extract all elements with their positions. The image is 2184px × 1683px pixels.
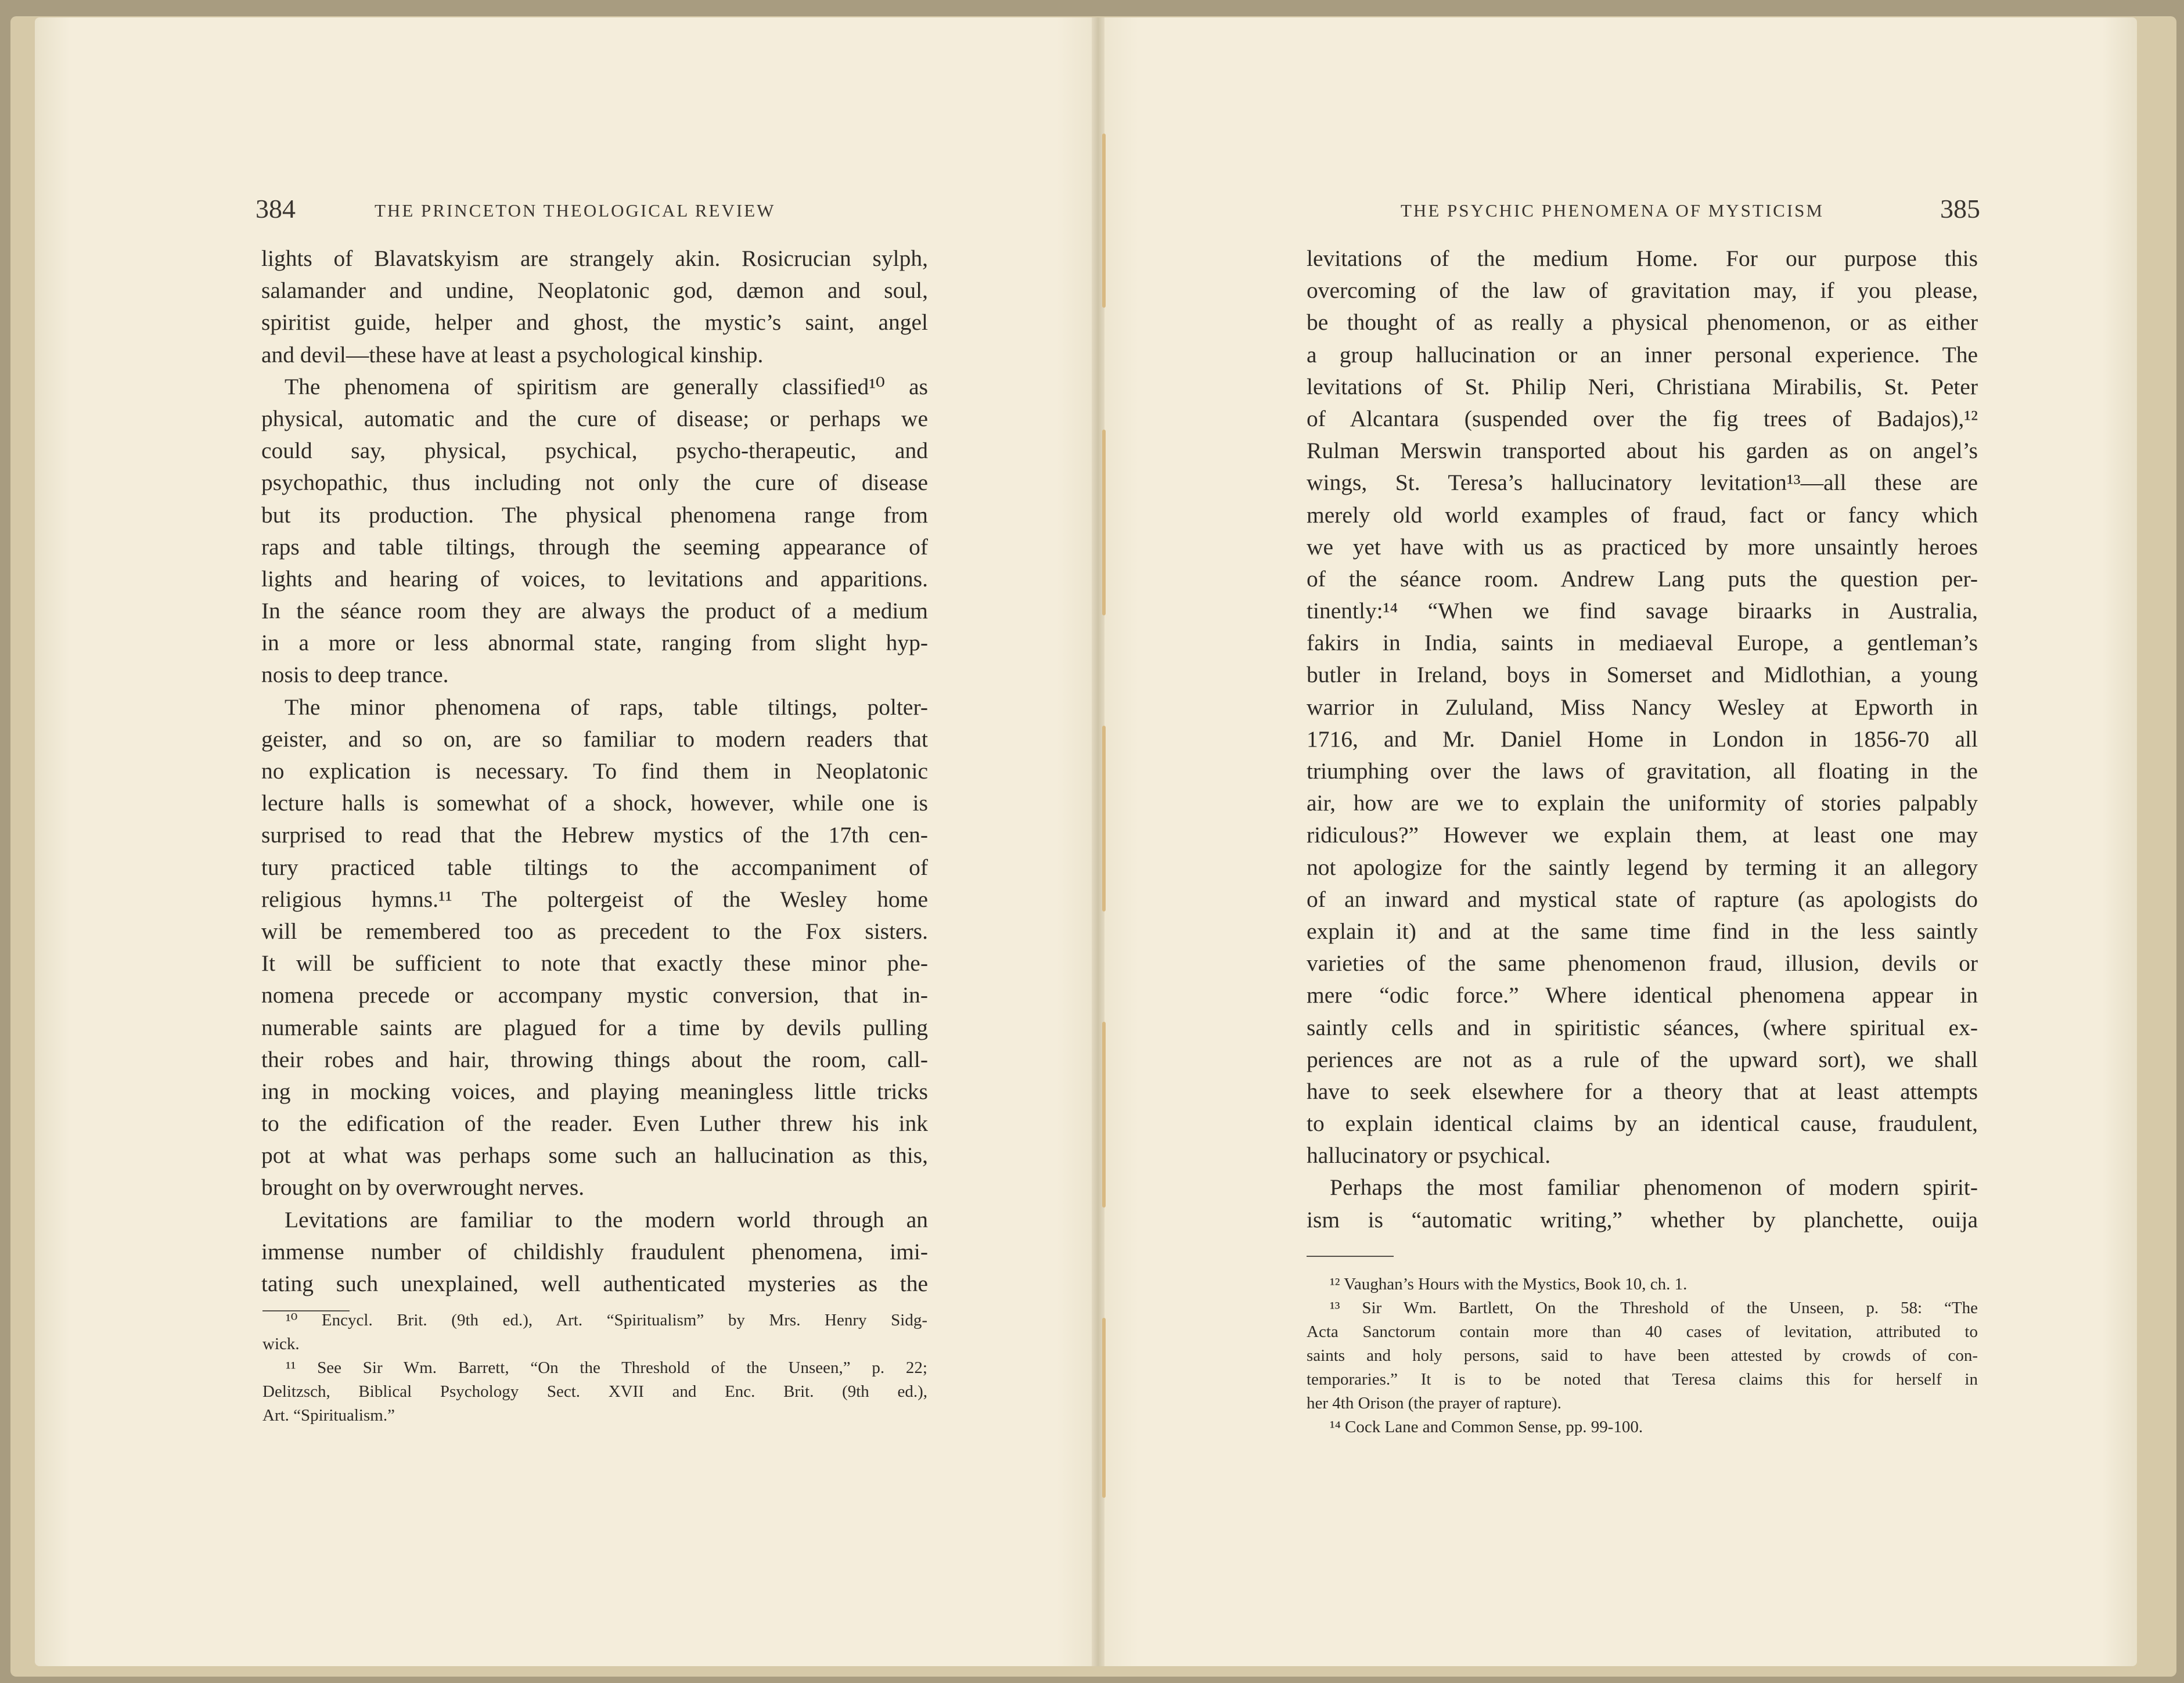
text-line: immense number of childishly fraudulent phenomena, imi- [261, 1238, 928, 1264]
right-body-text [1307, 243, 1978, 1236]
text-line: nosis to deep trance. [261, 662, 449, 688]
footnote-line: ¹⁰ Encycl. Brit. (9th ed.), Art. “Spiritualism” by Mrs. Henry Sidg- [286, 1311, 927, 1329]
text-line: pot at what was perhaps some such an hallucination as this, [261, 1143, 928, 1169]
text-line: of an inward and mystical state of rapture (as apologists do [1307, 886, 1978, 912]
text-line: in a more or less abnormal state, ranging from slight hyp- [261, 630, 928, 656]
footnote-line: temporaries.” It is to be noted that Teresa claims this for herself in [1307, 1370, 1978, 1389]
text-line: lights and hearing of voices, to levitations and apparitions. [261, 565, 928, 592]
text-line: numerable saints are plagued for a time by devils pulling [261, 1014, 928, 1040]
text-line: tating such unexplained, well authenticated mysteries as the [261, 1271, 928, 1296]
text-line: no explication is necessary. To find them in Neoplatonic [261, 758, 928, 784]
text-line: salamander and undine, Neoplatonic god, dæmon and soul, [261, 278, 928, 304]
footnote-line: Art. “Spiritualism.” [262, 1406, 395, 1425]
text-line: brought on by overwrought nerves. [261, 1174, 585, 1201]
text-line: and devil—these have at least a psychological kinship. [261, 341, 764, 367]
footnote-line: wick. [262, 1335, 300, 1353]
binding-stitch [1102, 1022, 1106, 1208]
binding-stitch [1102, 134, 1106, 308]
text-line: to explain identical claims by an identical cause, fraudulent, [1307, 1111, 1978, 1137]
running-head-right [1301, 194, 1980, 229]
text-line: ism is “automatic writing,” whether by planchette, ouija [1307, 1206, 1978, 1232]
running-head-left [256, 194, 929, 229]
text-line: of Alcantara (suspended over the fig trees of Badajos),¹² [1307, 405, 1978, 431]
text-line: will be remembered too as precedent to the Fox sisters. [261, 918, 928, 944]
text-line: not apologize for the saintly legend by terming it an allegory [1307, 854, 1978, 880]
text-line: geister, and so on, are so familiar to modern readers that [261, 726, 928, 752]
text-line: levitations of St. Philip Neri, Christiana Mirabilis, St. Peter [1307, 373, 1978, 399]
text-line: of the séance room. Andrew Lang puts the question per- [1307, 565, 1978, 592]
footnote-line: ¹¹ See Sir Wm. Barrett, “On the Threshold of the Unseen,” p. 22; [286, 1358, 927, 1377]
footnote-line: Delitzsch, Biblical Psychology Sect. XVII and Enc. Brit. (9th ed.), [262, 1382, 927, 1401]
text-line: overcoming of the law of gravitation may, if you please, [1307, 278, 1978, 304]
text-line: surprised to read that the Hebrew mystics of the 17th cen- [261, 822, 928, 848]
text-line: tury practiced table tiltings to the accompaniment of [261, 854, 928, 880]
footnote-line: ¹² Vaughan’s Hours with the Mystics, Book 10, ch. 1. [1330, 1275, 1688, 1293]
text-line: warrior in Zululand, Miss Nancy Wesley at Epworth in [1307, 694, 1978, 720]
footnote-line: her 4th Orison (the prayer of rapture). [1307, 1394, 1561, 1412]
text-line: ing in mocking voices, and playing meaningless little tricks [261, 1078, 928, 1104]
text-line: triumphing over the laws of gravitation, all floating in the [1307, 758, 1978, 784]
text-line: religious hymns.¹¹ The poltergeist of the Wesley home [261, 886, 928, 912]
text-line: 1716, and Mr. Daniel Home in London in 1856-70 all [1307, 726, 1978, 752]
running-head-title-left: THE PRINCETON THEOLOGICAL REVIEW [375, 200, 776, 221]
text-line: hallucinatory or psychical. [1307, 1143, 1551, 1169]
left-body-text [261, 243, 928, 1300]
running-head-title-right: THE PSYCHIC PHENOMENA OF MYSTICISM [1401, 200, 1824, 221]
text-line: we yet have with us as practiced by more unsaintly heroes [1307, 534, 1978, 560]
text-line: It will be sufficient to note that exactly these minor phe- [261, 950, 928, 976]
text-line: lecture halls is somewhat of a shock, however, while one is [261, 790, 928, 816]
text-line: but its production. The physical phenomena range from [261, 502, 928, 528]
text-line: ridiculous?” However we explain them, at least one may [1307, 822, 1978, 848]
text-line: mere “odic force.” Where identical phenomena appear in [1307, 982, 1978, 1008]
text-line: saintly cells and in spiritistic séances, (where spiritual ex- [1307, 1014, 1978, 1040]
text-line: varieties of the same phenomenon fraud, illusion, devils or [1307, 950, 1978, 976]
page-number-right: 385 [1940, 194, 1980, 224]
text-line: a group hallucination or an inner personal experience. The [1307, 341, 1978, 367]
text-line: Rulman Merswin transported about his garden as on angel’s [1307, 438, 1978, 464]
text-line: psychopathic, thus including not only the cure of disease [261, 470, 928, 496]
binding-stitch [1102, 1318, 1106, 1498]
text-line: Levitations are familiar to the modern world through an [285, 1206, 928, 1232]
binding-stitch [1102, 726, 1106, 911]
text-line: explain it) and at the same time find in the less saintly [1307, 918, 1978, 944]
text-line: The minor phenomena of raps, table tiltings, polter- [285, 694, 928, 720]
text-line: merely old world examples of fraud, fact or fancy which [1307, 502, 1978, 528]
footnote-line: saints and holy persons, said to have been attested by crowds of con- [1307, 1346, 1978, 1365]
text-line: levitations of the medium Home. For our purpose this [1307, 246, 1978, 271]
text-line: lights of Blavatskyism are strangely akin. Rosicrucian sylph, [261, 246, 928, 271]
text-line: to the edification of the reader. Even Luther threw his ink [261, 1111, 928, 1137]
text-line: nomena precede or accompany mystic conversion, that in- [261, 982, 928, 1008]
right-footnotes [1307, 1273, 1978, 1439]
text-line: spiritist guide, helper and ghost, the mystic’s saint, angel [261, 309, 928, 336]
text-line: butler in Ireland, boys in Somerset and Midlothian, a young [1307, 662, 1978, 688]
binding-stitch [1102, 430, 1106, 615]
page-number-left: 384 [256, 194, 296, 224]
footnote-line: Acta Sanctorum contain more than 40 cases of levitation, attributed to [1307, 1322, 1978, 1341]
footnote-line: ¹³ Sir Wm. Bartlett, On the Threshold of the Unseen, p. 58: “The [1330, 1299, 1978, 1317]
text-line: raps and table tiltings, through the seeming appearance of [261, 534, 928, 560]
text-line: wings, St. Teresa’s hallucinatory levitation¹³—all these are [1307, 470, 1978, 496]
text-line: The phenomena of spiritism are generally classified¹⁰ as [285, 373, 928, 399]
footnote-line: ¹⁴ Cock Lane and Common Sense, pp. 99-100. [1330, 1418, 1643, 1436]
text-line: could say, physical, psychical, psycho-therapeutic, and [261, 438, 928, 464]
left-footnotes [262, 1309, 927, 1428]
text-line: Perhaps the most familiar phenomenon of modern spirit- [1330, 1174, 1978, 1201]
text-line: periences are not as a rule of the upward sort), we shall [1307, 1046, 1978, 1072]
text-line: be thought of as really a physical phenomenon, or as either [1307, 309, 1978, 336]
text-line: have to seek elsewhere for a theory that at least attempts [1307, 1078, 1978, 1104]
text-line: air, how are we to explain the uniformity of stories palpably [1307, 790, 1978, 816]
text-line: physical, automatic and the cure of disease; or perhaps we [261, 405, 928, 431]
footnote-rule-right [1307, 1256, 1394, 1257]
text-line: fakirs in India, saints in mediaeval Europe, a gentleman’s [1307, 630, 1978, 656]
text-line: tinently:¹⁴ “When we find savage biraarks in Australia, [1307, 598, 1978, 624]
text-line: In the séance room they are always the product of a medium [261, 598, 928, 624]
text-line: their robes and hair, throwing things about the room, call- [261, 1046, 928, 1072]
